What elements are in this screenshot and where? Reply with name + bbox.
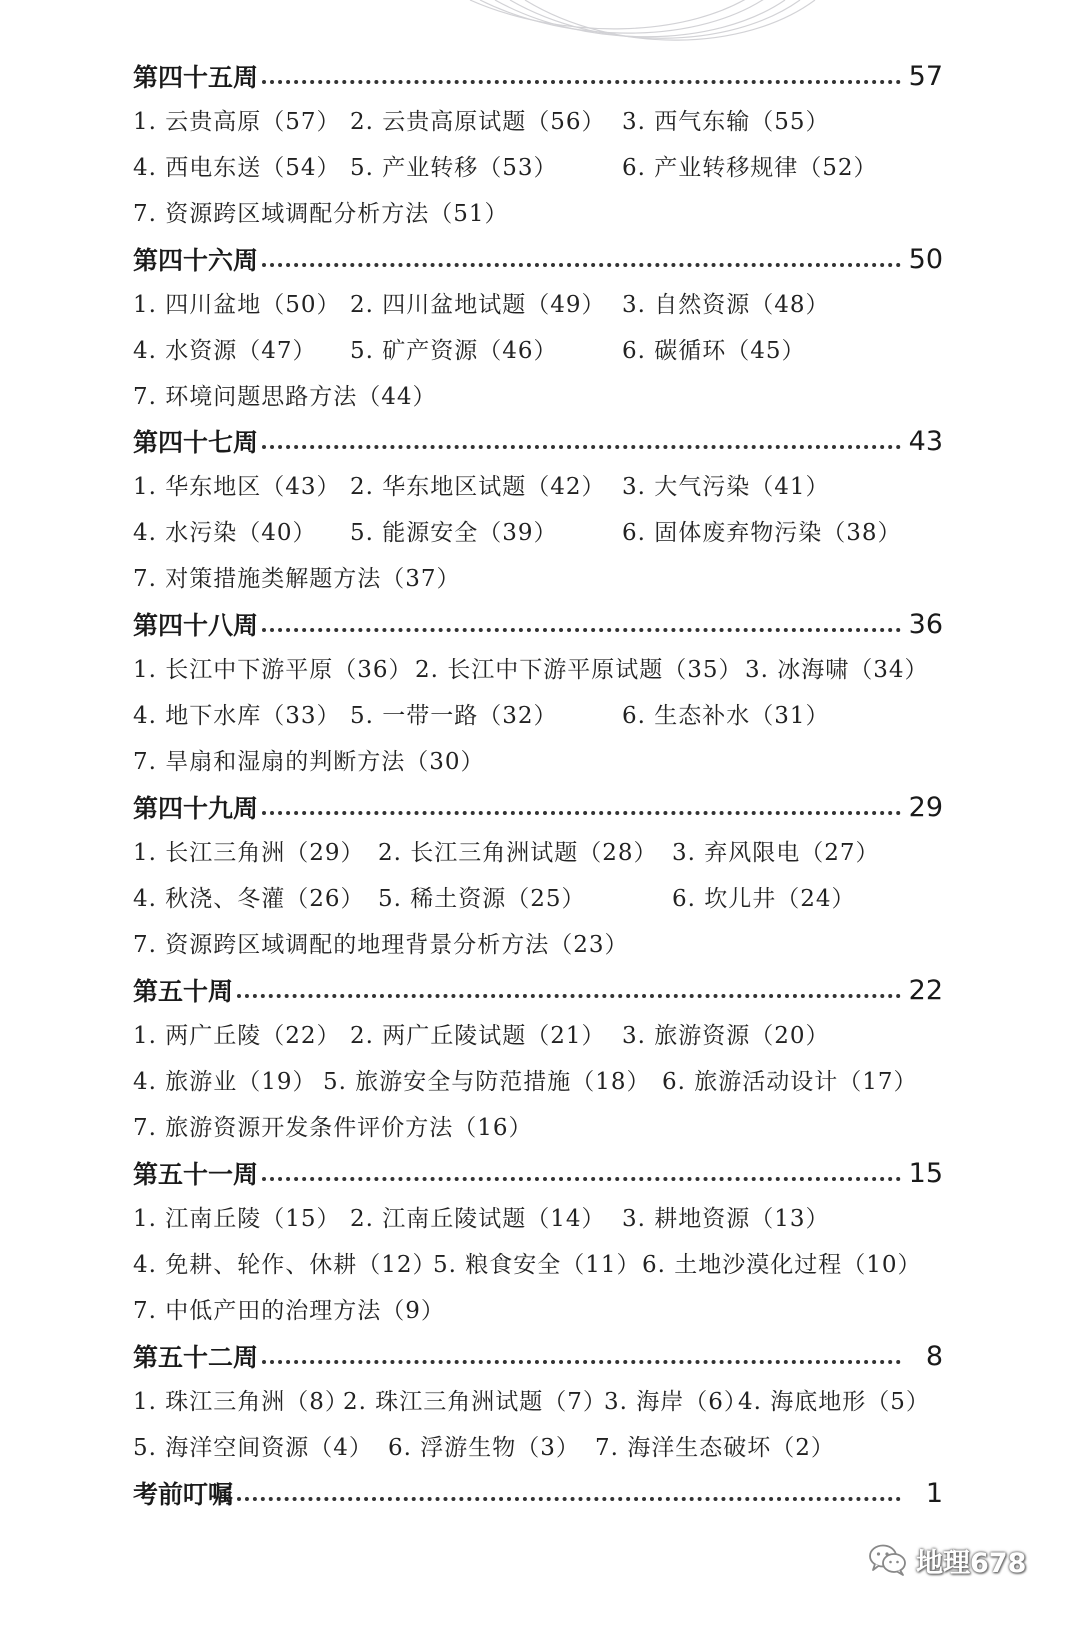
dot-leader <box>237 1497 901 1501</box>
toc-heading-title: 第四十八周 <box>133 611 259 640</box>
toc-heading <box>133 787 943 827</box>
dot-leader <box>262 1360 901 1364</box>
dot-leader <box>262 80 901 84</box>
dot-leader <box>262 811 901 815</box>
toc-page-number: 8 <box>925 1340 943 1372</box>
toc-entry: 7. 旱扇和湿扇的判断方法（30） <box>133 749 485 775</box>
dot-leader <box>262 1177 901 1181</box>
toc-page-number: 1 <box>925 1477 943 1509</box>
dot-leader <box>237 994 901 998</box>
toc-entry: 1. 云贵高原（57） <box>133 109 341 135</box>
toc-heading-title: 第四十五周 <box>133 63 259 92</box>
toc-entry: 2. 长江中下游平原试题（35） <box>415 657 743 683</box>
toc-entry: 4. 免耕、轮作、休耕（12） <box>133 1252 437 1278</box>
toc-entry: 2. 江南丘陵试题（14） <box>350 1206 606 1232</box>
toc-heading <box>133 239 943 279</box>
toc-heading <box>133 1336 943 1376</box>
toc-entry: 7. 资源跨区域调配分析方法（51） <box>133 201 509 227</box>
toc-heading-title: 第五十二周 <box>133 1343 259 1372</box>
toc-heading <box>133 56 943 96</box>
toc-entry: 1. 珠江三角洲（8） <box>133 1389 349 1415</box>
toc-entry: 6. 产业转移规律（52） <box>622 155 878 181</box>
toc-entry: 2. 珠江三角洲试题（7） <box>343 1389 607 1415</box>
toc-entry: 6. 浮游生物（3） <box>388 1435 580 1461</box>
toc-entry: 1. 华东地区（43） <box>133 474 341 500</box>
toc-heading <box>133 604 943 644</box>
dot-leader <box>262 628 901 632</box>
toc-entry: 4. 秋浇、冬灌（26） <box>133 886 365 912</box>
toc-page-number: 36 <box>908 608 943 640</box>
toc-heading-title: 第五十一周 <box>133 1160 259 1189</box>
toc-entry: 7. 资源跨区域调配的地理背景分析方法（23） <box>133 932 629 958</box>
toc-heading <box>133 1473 943 1513</box>
toc-entry: 7. 旅游资源开发条件评价方法（16） <box>133 1115 533 1141</box>
toc-entry: 5. 一带一路（32） <box>350 703 558 729</box>
toc-entry: 3. 旅游资源（20） <box>622 1023 830 1049</box>
toc-entry: 5. 稀土资源（25） <box>378 886 586 912</box>
toc-entry: 7. 中低产田的治理方法（9） <box>133 1298 445 1324</box>
toc-entry: 6. 固体废弃物污染（38） <box>622 520 902 546</box>
toc-page-number: 57 <box>908 60 943 92</box>
toc-entry: 3. 西气东输（55） <box>622 109 830 135</box>
toc-entry: 3. 海岸（6） <box>604 1389 748 1415</box>
toc-heading-title: 第四十七周 <box>133 428 259 457</box>
toc-entry: 1. 两广丘陵（22） <box>133 1023 341 1049</box>
toc-entry: 5. 旅游安全与防范措施（18） <box>323 1069 651 1095</box>
toc-entry: 2. 长江三角洲试题（28） <box>378 840 658 866</box>
toc-entry: 3. 自然资源（48） <box>622 292 830 318</box>
toc-entry: 6. 生态补水（31） <box>622 703 830 729</box>
toc-heading-title: 第四十九周 <box>133 794 259 823</box>
toc-page-number: 22 <box>908 974 943 1006</box>
toc-heading <box>133 421 943 461</box>
toc-page-number: 50 <box>908 243 943 275</box>
toc-entry: 2. 华东地区试题（42） <box>350 474 606 500</box>
toc-entry: 6. 土地沙漠化过程（10） <box>642 1252 922 1278</box>
toc-entry: 1. 长江三角洲（29） <box>133 840 365 866</box>
toc-entry: 3. 大气污染（41） <box>622 474 830 500</box>
toc-entry: 3. 弃风限电（27） <box>672 840 880 866</box>
dot-leader <box>262 445 901 449</box>
toc-entry: 3. 耕地资源（13） <box>622 1206 830 1232</box>
toc-entry: 2. 四川盆地试题（49） <box>350 292 606 318</box>
toc-entry: 3. 冰海啸（34） <box>745 657 929 683</box>
watermark <box>868 1540 1026 1580</box>
toc-entry: 4. 水资源（47） <box>133 338 317 364</box>
toc-entry: 4. 水污染（40） <box>133 520 317 546</box>
toc-heading-title: 考前叮嘱 <box>133 1480 234 1509</box>
watermark-text: 地理678 <box>916 1547 1027 1579</box>
toc-entry: 5. 能源安全（39） <box>350 520 558 546</box>
toc-entry: 5. 海洋空间资源（4） <box>133 1435 373 1461</box>
toc-entry: 1. 江南丘陵（15） <box>133 1206 341 1232</box>
toc-heading <box>133 1153 943 1193</box>
toc-entry: 4. 海底地形（5） <box>738 1389 930 1415</box>
toc-page-number: 29 <box>908 791 943 823</box>
toc-entry: 2. 云贵高原试题（56） <box>350 109 606 135</box>
toc-heading-title: 第五十周 <box>133 977 234 1006</box>
toc-entry: 1. 长江中下游平原（36） <box>133 657 413 683</box>
toc-heading-title: 第四十六周 <box>133 246 259 275</box>
toc-entry: 4. 西电东送（54） <box>133 155 341 181</box>
toc-heading <box>133 970 943 1010</box>
toc-page-number: 15 <box>908 1157 943 1189</box>
toc-entry: 1. 四川盆地（50） <box>133 292 341 318</box>
toc-entry: 6. 旅游活动设计（17） <box>662 1069 918 1095</box>
toc-entry: 6. 碳循环（45） <box>622 338 806 364</box>
toc-entry: 5. 矿产资源（46） <box>350 338 558 364</box>
toc-entry: 4. 旅游业（19） <box>133 1069 317 1095</box>
wechat-icon <box>868 1543 908 1577</box>
toc-entry: 5. 产业转移（53） <box>350 155 558 181</box>
toc-page-number: 43 <box>908 425 943 457</box>
toc-entry: 7. 海洋生态破坏（2） <box>595 1435 835 1461</box>
toc-entry: 4. 地下水库（33） <box>133 703 341 729</box>
dot-leader <box>262 263 901 267</box>
toc-entry: 6. 坎儿井（24） <box>672 886 856 912</box>
toc-entry: 7. 环境问题思路方法（44） <box>133 384 437 410</box>
toc-entry: 2. 两广丘陵试题（21） <box>350 1023 606 1049</box>
toc-entry: 7. 对策措施类解题方法（37） <box>133 566 461 592</box>
toc-entry: 5. 粮食安全（11） <box>433 1252 641 1278</box>
